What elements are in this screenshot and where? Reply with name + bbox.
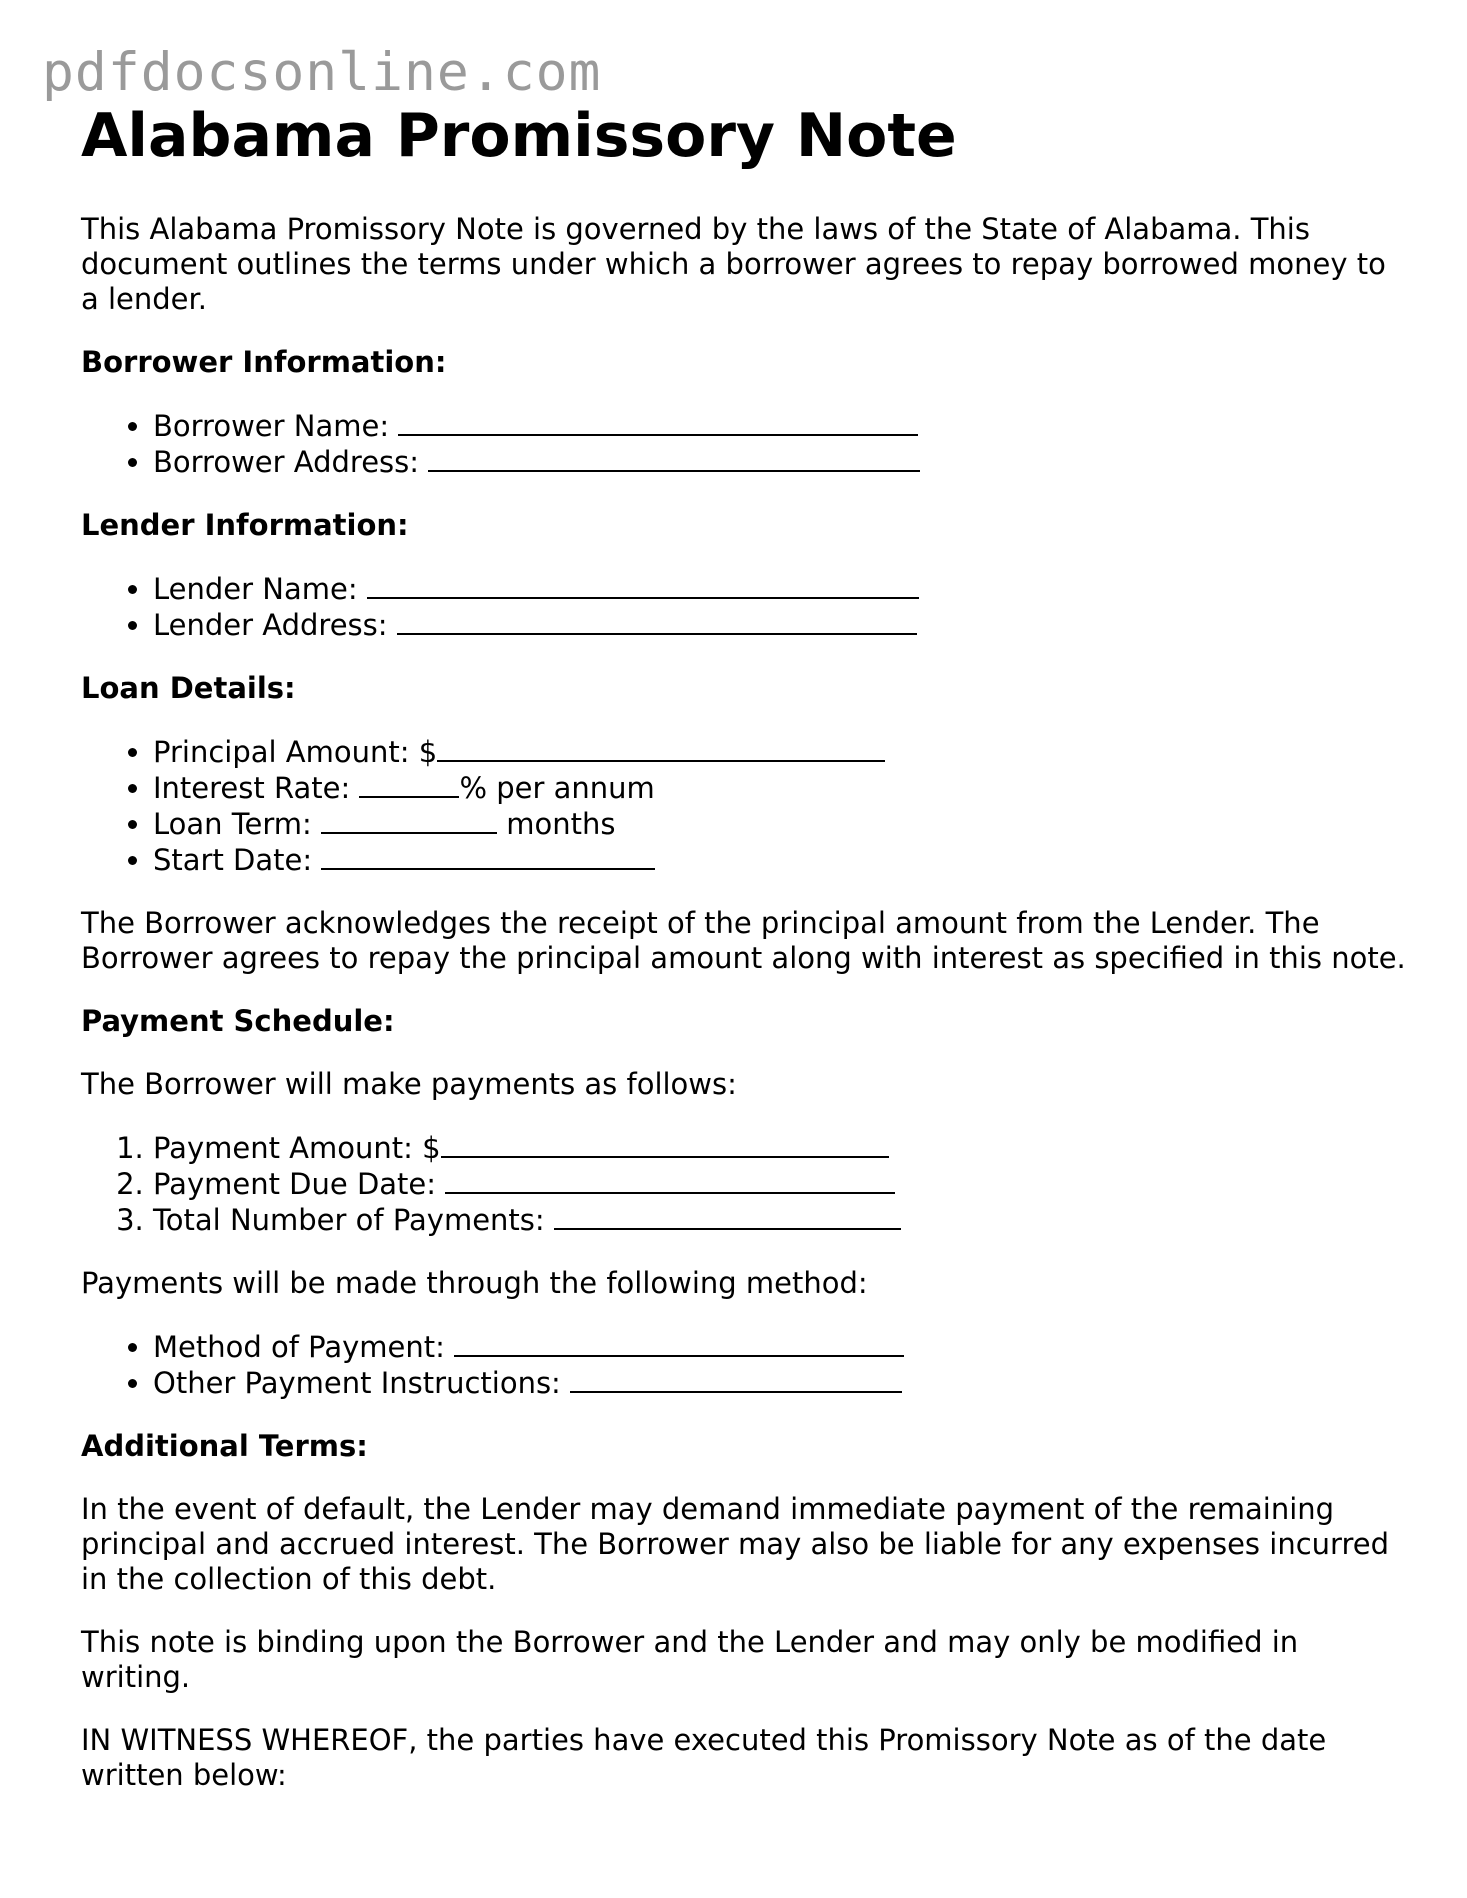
borrower-address-label: Borrower Address:: [153, 445, 420, 479]
total-payments-label: Total Number of Payments:: [153, 1203, 545, 1237]
borrower-list: [81, 408, 1411, 480]
payment-due-item: [153, 1166, 1411, 1202]
payment-amount-item: [153, 1130, 1411, 1166]
principal-item: [153, 734, 1411, 770]
method-item: [153, 1329, 1411, 1365]
document-page: [81, 100, 1411, 1793]
principal-amount-field[interactable]: [437, 734, 885, 762]
term-item: [153, 806, 1411, 842]
start-date-field[interactable]: [321, 842, 655, 870]
borrower-heading: Borrower Information:: [81, 345, 447, 379]
payment-amount-label: Payment Amount: $: [153, 1131, 441, 1165]
payment-schedule-heading: Payment Schedule:: [81, 1004, 395, 1038]
other-instructions-label: Other Payment Instructions:: [153, 1366, 561, 1400]
lender-address-label: Lender Address:: [153, 608, 388, 642]
lender-address-item: [153, 607, 1411, 643]
binding-paragraph: This note is binding upon the Borrower and the Lender and may only be modified in writing.: [81, 1625, 1299, 1694]
lender-address-field[interactable]: [397, 607, 917, 635]
other-instructions-item: [153, 1365, 1411, 1401]
document-title: Alabama Promissory Note: [81, 101, 957, 171]
borrower-name-label: Borrower Name:: [153, 409, 390, 443]
payment-schedule-intro: The Borrower will make payments as follows:: [81, 1067, 737, 1101]
interest-item: [153, 770, 1411, 806]
additional-terms-heading: Additional Terms:: [81, 1429, 368, 1463]
method-of-payment-field[interactable]: [454, 1329, 904, 1357]
term-suffix: months: [506, 807, 616, 841]
lender-name-item: [153, 571, 1411, 607]
other-instructions-field[interactable]: [570, 1365, 902, 1393]
watermark-text: pdfdocsonline.com: [42, 42, 602, 103]
acknowledgement-paragraph: The Borrower acknowledges the receipt of the principal amount from the Lender. The Borrower agrees to repay the principal amount along with interest as specified in this note.: [81, 906, 1406, 975]
lender-list: [81, 571, 1411, 643]
payment-amount-field[interactable]: [441, 1130, 889, 1158]
witness-paragraph: IN WITNESS WHEREOF, the parties have executed this Promissory Note as of the date written below:: [81, 1723, 1327, 1792]
borrower-address-item: [153, 444, 1411, 480]
total-payments-item: [153, 1202, 1411, 1238]
start-date-item: [153, 842, 1411, 878]
interest-label: Interest Rate:: [153, 771, 351, 805]
payment-method-list: [81, 1329, 1411, 1401]
payment-due-field[interactable]: [445, 1166, 895, 1194]
loan-details-heading: Loan Details:: [81, 671, 296, 705]
principal-label: Principal Amount: $: [153, 735, 438, 769]
total-payments-field[interactable]: [554, 1202, 901, 1230]
borrower-name-field[interactable]: [398, 408, 918, 436]
lender-name-label: Lender Name:: [153, 572, 358, 606]
payment-schedule-list: [81, 1130, 1411, 1238]
payment-method-intro: Payments will be made through the following method:: [81, 1266, 868, 1300]
payment-due-label: Payment Due Date:: [153, 1167, 437, 1201]
loan-term-field[interactable]: [321, 806, 497, 834]
lender-heading: Lender Information:: [81, 508, 409, 542]
intro-paragraph: This Alabama Promissory Note is governed by the laws of the State of Alabama. This document outlines the terms under which a borrower agrees to repay borrowed money to a lender.: [81, 212, 1386, 316]
lender-name-field[interactable]: [367, 571, 919, 599]
method-label: Method of Payment:: [153, 1330, 445, 1364]
term-label: Loan Term:: [153, 807, 312, 841]
loan-details-list: [81, 734, 1411, 878]
start-date-label: Start Date:: [153, 843, 313, 877]
interest-rate-field[interactable]: [359, 770, 459, 798]
borrower-name-item: [153, 408, 1411, 444]
interest-suffix: % per annum: [459, 771, 655, 805]
borrower-address-field[interactable]: [428, 444, 920, 472]
default-paragraph: In the event of default, the Lender may demand immediate payment of the remaining principal and accrued interest. The Borrower may also be liable for any expenses incurred in the collection of this debt.: [81, 1492, 1389, 1596]
